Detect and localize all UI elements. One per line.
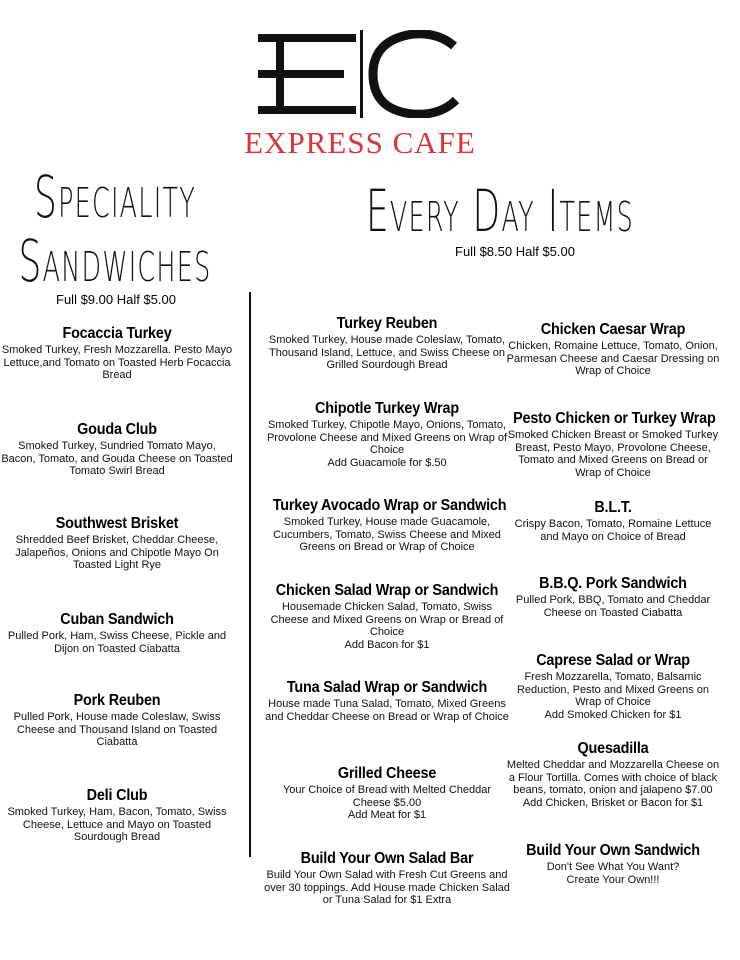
menu-item [260,399,514,469]
item-desc: House made Tuna Salad, Tomato, Mixed Greens and Cheddar Cheese on Bread or Wrap of Choice [265,698,509,723]
menu-item [0,786,234,844]
menu-item [502,574,724,619]
menu-item [260,849,514,907]
item-name: Deli Club [86,787,148,804]
item-desc: Shredded Beef Brisket, Cheddar Cheese, Jalapeños, Onions and Chipotle Mayo On Toasted Light Rye [15,534,219,571]
everyday-title: Every Day Items [365,177,635,245]
speciality-title-line2: Sandwiches [18,226,212,295]
menu-item [502,739,724,809]
menu-item [502,409,724,479]
everyday-price: Full $8.50 Half $5.00 [455,244,575,259]
menu-item [502,841,724,886]
menu-item [0,324,234,382]
item-desc: Fresh Mozzarella, Tomato, Balsamic Reduction, Pesto and Mixed Greens on Wrap of Choice [516,671,709,708]
item-desc: Chicken, Romaine Lettuce, Tomato, Onion, Parmesan Cheese and Caesar Dressing on Wrap of Choice [506,340,720,377]
item-name: Chicken Salad Wrap or Sandwich [275,582,499,599]
menu-item [0,420,234,478]
item-name: Focaccia Turkey [62,325,172,342]
item-extra: Create Your Own!!! [566,873,660,886]
item-desc: Smoked Turkey, Sundried Tomato Mayo, Bacon, Tomato, and Gouda Cheese on Toasted Tomato Swirl Bread [1,440,233,477]
item-extra: Add Chicken, Brisket or Bacon for $1 [522,796,704,809]
menu-item [502,651,724,721]
menu-item [0,514,234,572]
speciality-price: Full $9.00 Half $5.00 [56,292,176,307]
item-desc: Smoked Turkey, Chipotle Mayo, Onions, Tomato, Provolone Cheese and Mixed Greens on Wrap of Choice [266,419,508,456]
menu-item [260,764,514,822]
item-name: Chicken Caesar Wrap [540,321,686,338]
item-desc: Smoked Turkey, House made Guacamole, Cucumbers, Tomato, Swiss Cheese and Mixed Greens on Bread or Wrap of Choice [273,516,501,553]
item-extra: Add Meat for $1 [347,809,427,821]
item-name: Turkey Avocado Wrap or Sandwich [272,497,507,514]
menu-item [502,498,724,543]
item-name: Caprese Salad or Wrap [536,652,690,669]
item-desc: Smoked Turkey, House made Coleslaw, Tomato, Thousand Island, Lettuce, and Swiss Cheese on Grilled Sourdough Bread [268,334,506,371]
item-desc: Housemade Chicken Salad, Tomato, Swiss Cheese and Mixed Greens on Wrap or Bread of Choice [270,601,504,638]
item-extra: Add Smoked Chicken for $1 [544,708,682,721]
menu-item [502,320,724,378]
item-desc: Your Choice of Bread with Melted Cheddar Cheese $5.00 [282,784,492,809]
menu-item [260,314,514,372]
item-extra: Add Bacon for $1 [344,638,430,651]
item-desc: Pulled Pork, House made Coleslaw, Swiss Cheese and Thousand Island on Toasted Ciabatta [13,711,221,748]
item-name: Southwest Brisket [55,515,179,532]
item-name: Cuban Sandwich [60,611,174,628]
item-desc: Don't See What You Want? [546,861,680,873]
item-name: Gouda Club [77,421,157,438]
menu-item [0,691,234,749]
item-name: Grilled Cheese [337,765,437,782]
menu-item [260,581,514,651]
item-desc: Build Your Own Salad with Fresh Cut Greens and over 30 toppings. Add House made Chicken Salad or Tuna Salad for $1 Extra [264,869,510,906]
menu-item [260,678,514,723]
speciality-title-line1: Speciality [34,163,196,231]
item-name: Pesto Chicken or Turkey Wrap [513,410,716,427]
item-name: Tuna Salad Wrap or Sandwich [286,679,488,696]
item-name: B.B.Q. Pork Sandwich [539,575,687,592]
item-desc: Crispy Bacon, Tomato, Romaine Lettuce and Mayo on Choice of Bread [514,518,712,543]
item-desc: Smoked Turkey, Fresh Mozzarella. Pesto Mayo Lettuce,and Tomato on Toasted Herb Focaccia Bread [1,344,233,381]
item-desc: Smoked Turkey, Ham, Bacon, Tomato, Swiss Cheese, Lettuce and Mayo on Toasted Sourdough Bread [7,806,227,843]
item-name: Build Your Own Salad Bar [300,850,474,867]
item-extra: Add Guacamole for $.50 [327,456,447,469]
ec-logo-mark-icon [258,30,462,118]
item-desc: Melted Cheddar and Mozzarella Cheese on a Flour Tortilla. Comes with choice of black beans, tomato, onion and jalapeno $7.00 [506,759,720,796]
item-name: Quesadilla [577,740,649,757]
item-name: B.L.T. [594,499,632,516]
menu-item [0,610,234,655]
item-name: Turkey Reuben [336,315,438,332]
item-desc: Pulled Pork, Ham, Swiss Cheese, Pickle and Dijon on Toasted Ciabatta [7,630,227,655]
item-desc: Smoked Chicken Breast or Smoked Turkey Breast, Pesto Mayo, Provolone Cheese, Tomato and Mixed Greens on Bread or Wrap of Choice [507,429,719,479]
logo [195,30,525,160]
column-divider [249,292,251,857]
menu-item [260,496,514,554]
item-name: Chipotle Turkey Wrap [315,400,459,417]
item-desc: Pulled Pork, BBQ, Tomato and Cheddar Cheese on Toasted Ciabatta [515,594,711,619]
item-name: Pork Reuben [73,692,161,709]
logo-name: EXPRESS CAFE [244,125,476,160]
speciality-title [0,163,229,295]
item-name: Build Your Own Sandwich [526,842,700,859]
